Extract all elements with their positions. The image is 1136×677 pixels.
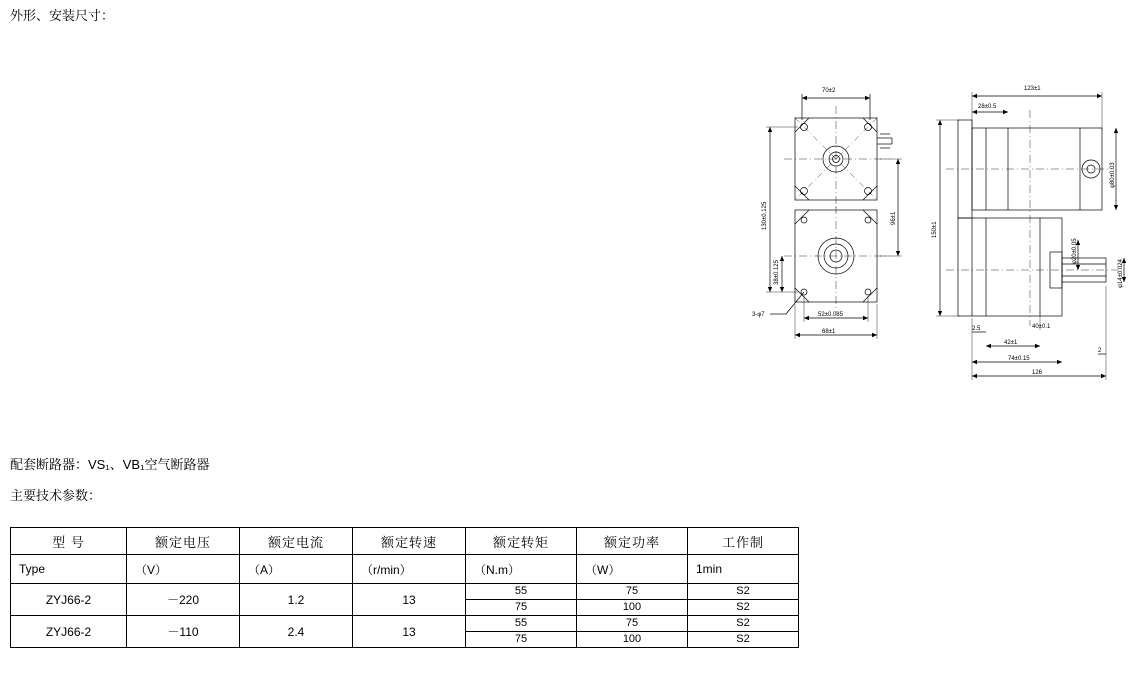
dim-phi80: φ80±0.03 (1110, 162, 1116, 188)
header-duty-cn: 工作制 (688, 528, 799, 555)
dim-28: 28±0.5 (978, 104, 997, 110)
header-speed-cn: 额定转速 (353, 528, 466, 555)
cell-torque: 55 (466, 616, 577, 632)
table-header-cn-row (11, 528, 799, 555)
dim-42: 42±1 (1004, 340, 1018, 346)
cell-current: 1.2 (240, 584, 353, 616)
header-voltage-en: （V） (127, 555, 240, 584)
dim-123: 123±1 (1024, 86, 1041, 92)
dim-150: 150±1 (932, 221, 938, 238)
dim-126: 126 (1032, 370, 1043, 376)
table-row (11, 584, 799, 600)
cell-duty: S2 (688, 632, 799, 648)
header-power-cn: 额定功率 (577, 528, 688, 555)
dim-phi20: φ20±0.05 (1072, 238, 1078, 264)
cell-current: 2.4 (240, 616, 353, 648)
header-voltage-cn: 额定电压 (127, 528, 240, 555)
cell-duty: S2 (688, 616, 799, 632)
header-duty-en: 1min (688, 555, 799, 584)
dim-2: 2 (1098, 348, 1102, 354)
header-model-en: Type (11, 555, 127, 584)
dim-40: 40±0.1 (1032, 324, 1051, 330)
dim-68: 68±1 (822, 329, 836, 335)
cell-speed: 13 (353, 616, 466, 648)
header-speed-en: （r/min） (353, 555, 466, 584)
dim-74: 74±0.15 (1008, 356, 1030, 362)
cell-power: 75 (577, 616, 688, 632)
heading-matching-breaker: 配套断路器：VS₁、VB₁空气断路器 (10, 457, 210, 472)
technical-drawing (740, 80, 1130, 400)
header-power-en: （W） (577, 555, 688, 584)
dim-70: 70±2 (822, 88, 836, 94)
cell-power: 75 (577, 584, 688, 600)
cell-duty: S2 (688, 600, 799, 616)
dim-2p5: 2.5 (972, 326, 981, 332)
heading-main-parameters: 主要技术参数： (10, 488, 102, 503)
dim-52: 52±0.085 (818, 312, 843, 318)
cell-voltage: －110 (127, 616, 240, 648)
cell-torque: 75 (466, 600, 577, 616)
dim-phi14: φ14±0.024 (1118, 259, 1124, 288)
header-model-cn: 型 号 (11, 528, 127, 555)
heading-outline-dimensions: 外形、安装尺寸： (10, 8, 115, 23)
dim-130: 130±0.125 (762, 201, 768, 230)
cell-model: ZYJ66-2 (11, 584, 127, 616)
header-current-cn: 额定电流 (240, 528, 353, 555)
table-row (11, 616, 799, 632)
cell-power: 100 (577, 600, 688, 616)
cell-speed: 13 (353, 584, 466, 616)
cell-torque: 55 (466, 584, 577, 600)
cell-duty: S2 (688, 584, 799, 600)
cell-model: ZYJ66-2 (11, 616, 127, 648)
specifications-table (10, 527, 799, 648)
dim-38: 38±0.125 (774, 260, 780, 285)
header-torque-en: （N.m） (466, 555, 577, 584)
cell-torque: 75 (466, 632, 577, 648)
dim-96: 96±1 (891, 211, 897, 225)
cell-power: 100 (577, 632, 688, 648)
cell-voltage: －220 (127, 584, 240, 616)
table-header-en-row (11, 555, 799, 584)
header-torque-cn: 额定转矩 (466, 528, 577, 555)
header-current-en: （A） (240, 555, 353, 584)
dim-3-phi7: 3-φ7 (752, 312, 765, 318)
